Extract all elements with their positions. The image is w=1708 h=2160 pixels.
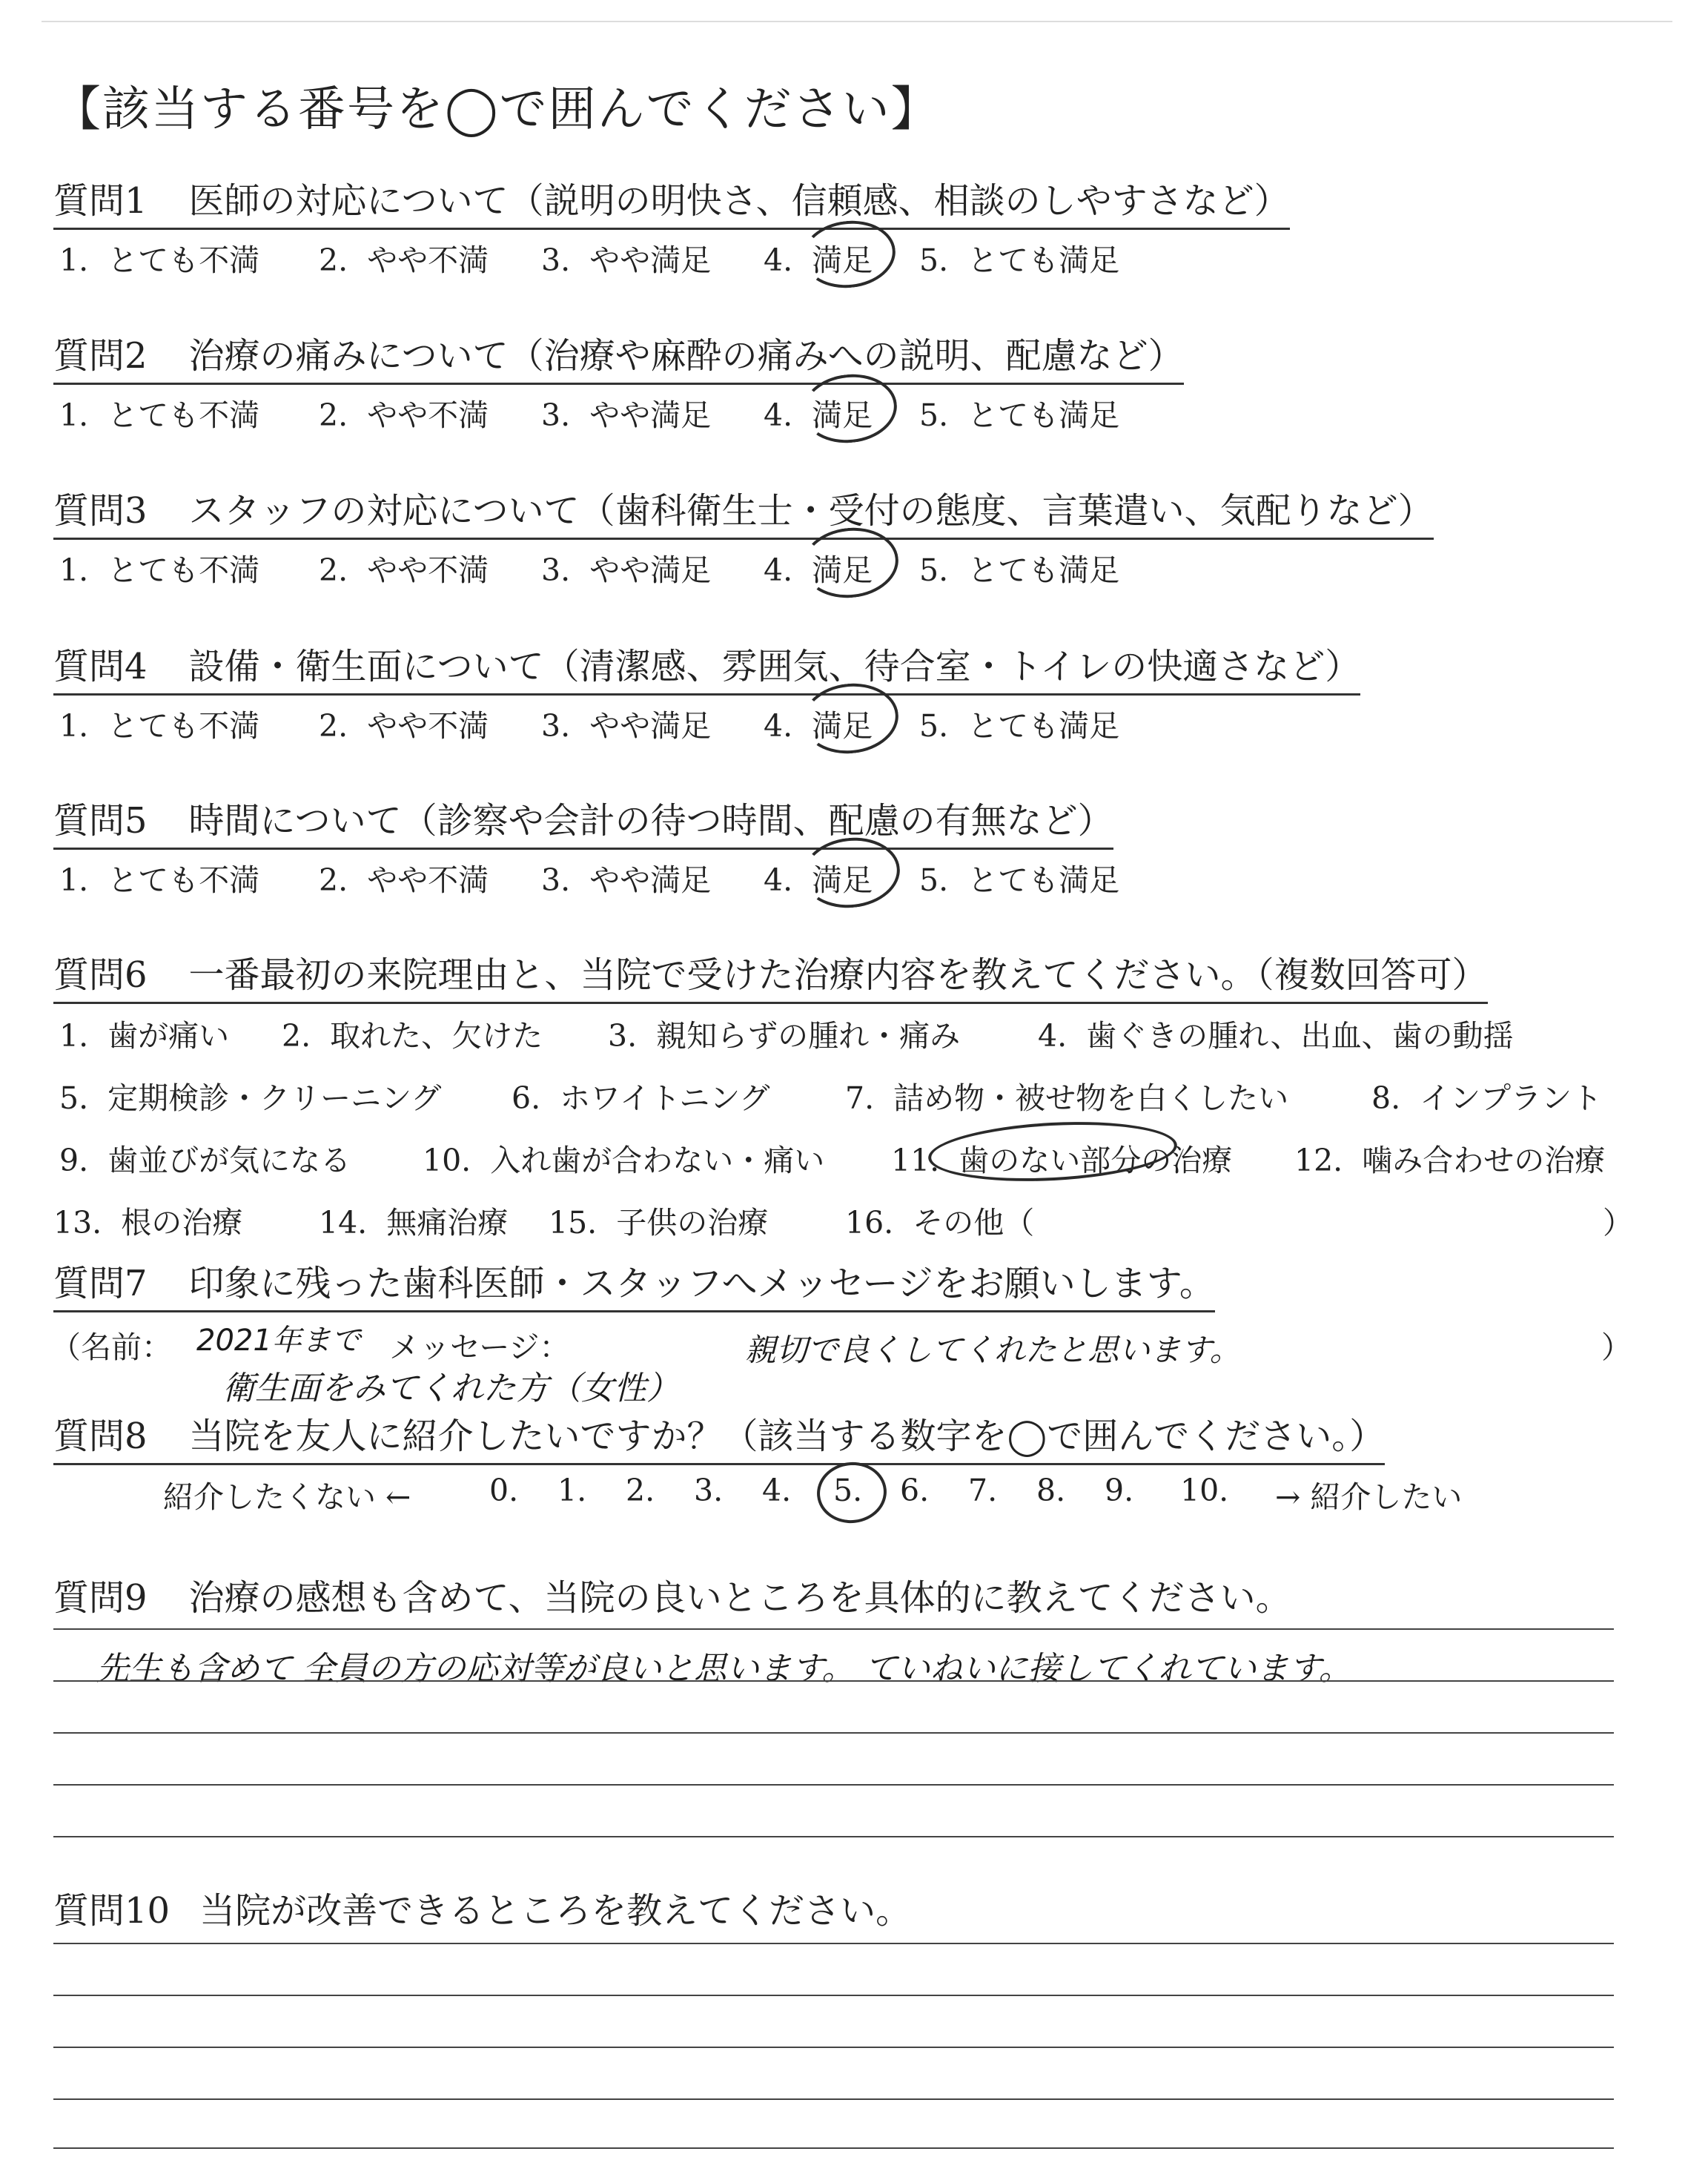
option-13[interactable]: 13. 根の治療 <box>53 1205 243 1241</box>
answer-line <box>53 2147 1614 2149</box>
answer-line <box>53 1995 1614 1996</box>
question-9-title <box>53 1569 1291 1620</box>
reason-options <box>53 1011 1647 1261</box>
option-5[interactable]: 5. 定期検診・クリーニング <box>59 1080 442 1116</box>
question-7 <box>53 1255 1647 1312</box>
question-text: 印象に残った歯科医師・スタッフへメッセージをお願いします。 <box>188 1263 1215 1304</box>
option-3[interactable]: 3. やや満足 <box>541 862 712 898</box>
option-2[interactable]: 2. 取れた、欠けた <box>282 1018 543 1054</box>
question-2-title <box>53 327 1184 385</box>
option-1[interactable]: 1. とても不満 <box>59 552 260 588</box>
option-2[interactable]: 2. やや不満 <box>319 862 489 898</box>
question-8 <box>53 1407 1647 1465</box>
question-number: 質問7 <box>53 1263 148 1304</box>
rating-options <box>53 701 1647 753</box>
scale-0[interactable]: 0. <box>489 1473 519 1508</box>
question-4-title <box>53 638 1360 696</box>
option-9[interactable]: 9. 歯並びが気になる <box>59 1143 351 1178</box>
question-6 <box>53 946 1647 1261</box>
rating-options <box>53 546 1647 598</box>
question-text: 当院を友人に紹介したいですか？（該当する数字を◯で囲んでください。） <box>188 1416 1386 1457</box>
option-1[interactable]: 1. 歯が痛い <box>59 1018 230 1054</box>
question-2 <box>53 327 1647 443</box>
option-4[interactable]: 4. 歯ぐきの腫れ、出血、歯の動揺 <box>1038 1018 1514 1054</box>
question-number: 質問2 <box>53 335 148 377</box>
option-10[interactable]: 10. 入れ歯が合わない・痛い <box>423 1143 825 1178</box>
answer-line <box>53 1836 1614 1837</box>
question-number: 質問9 <box>53 1577 148 1619</box>
question-text: 治療の痛みについて（治療や麻酔の痛みへの説明、配慮など） <box>188 335 1184 377</box>
other-close-paren: ） <box>1603 1205 1633 1241</box>
option-2[interactable]: 2. やや不満 <box>319 397 489 433</box>
q7-close-paren: ） <box>1601 1330 1632 1365</box>
question-text: スタッフの対応について（歯科衛生士・受付の態度、言葉遣い、気配りなど） <box>188 490 1434 532</box>
option-5[interactable]: 5. とても満足 <box>919 708 1120 744</box>
scale-left-label: 紹介したくない ← <box>163 1479 411 1515</box>
rating-options <box>53 236 1647 288</box>
answer-line <box>53 2098 1614 2100</box>
question-1 <box>53 172 1647 288</box>
question-7-title <box>53 1255 1215 1312</box>
name-label: （名前： <box>50 1330 172 1365</box>
option-14[interactable]: 14. 無痛治療 <box>319 1205 509 1241</box>
option-5[interactable]: 5. とても満足 <box>919 397 1120 433</box>
question-1-title <box>53 172 1290 230</box>
scale-3[interactable]: 3. <box>694 1473 724 1508</box>
question-4 <box>53 638 1647 753</box>
scale-4[interactable]: 4. <box>762 1473 792 1508</box>
answer-line <box>53 1732 1614 1734</box>
option-4[interactable]: 4. 満足 <box>764 862 873 898</box>
option-7[interactable]: 7. 詰め物・被せ物を白くしたい <box>845 1080 1289 1116</box>
option-15[interactable]: 15. 子供の治療 <box>549 1205 769 1241</box>
scale-6[interactable]: 6. <box>900 1473 930 1508</box>
message-label: メッセージ： <box>389 1330 570 1365</box>
scale-10[interactable]: 10. <box>1180 1473 1229 1508</box>
answer-line <box>53 1784 1614 1786</box>
scale-right-label: → 紹介したい <box>1275 1479 1463 1515</box>
scale-5[interactable]: 5. <box>833 1473 863 1508</box>
option-4[interactable]: 4. 満足 <box>764 397 873 433</box>
option-5[interactable]: 5. とても満足 <box>919 862 1120 898</box>
option-3[interactable]: 3. やや満足 <box>541 552 712 588</box>
question-text: 時間について（診察や会計の待つ時間、配慮の有無など） <box>188 800 1113 842</box>
selection-circle <box>814 1459 890 1526</box>
handwritten-message: 親切で良くしてくれたと思います。 <box>745 1332 1241 1368</box>
option-6[interactable]: 6. ホワイトニング <box>512 1080 770 1116</box>
question-5 <box>53 792 1647 908</box>
option-16[interactable]: 16. その他（ <box>845 1205 1035 1241</box>
option-4[interactable]: 4. 満足 <box>764 552 873 588</box>
question-5-title <box>53 792 1113 850</box>
option-2[interactable]: 2. やや不満 <box>319 708 489 744</box>
option-row <box>53 1198 1647 1261</box>
scale-9[interactable]: 9. <box>1105 1473 1134 1508</box>
question-text: 設備・衛生面について（清潔感、雰囲気、待合室・トイレの快適さなど） <box>188 646 1361 687</box>
question-8-title <box>53 1407 1385 1465</box>
question-3-title <box>53 482 1434 540</box>
scale-8[interactable]: 8. <box>1036 1473 1066 1508</box>
question-number: 質問10 <box>53 1890 171 1932</box>
option-11[interactable]: 11. 歯のない部分の治療 <box>891 1143 1233 1178</box>
option-3[interactable]: 3. やや満足 <box>541 397 712 433</box>
question-text: 当院が改善できるところを教えてください。 <box>199 1890 912 1932</box>
question-text: 医師の対応について（説明の明快さ、信頼感、相談のしやすさなど） <box>188 180 1290 222</box>
answer-line <box>53 1680 1614 1682</box>
option-8[interactable]: 8. インプラント <box>1371 1080 1603 1116</box>
option-1[interactable]: 1. とても不満 <box>59 862 260 898</box>
scan-edge-line <box>42 21 1672 22</box>
option-1[interactable]: 1. とても不満 <box>59 397 260 433</box>
question-10-title <box>53 1882 911 1933</box>
question-number: 質問1 <box>53 180 148 222</box>
scale-7[interactable]: 7. <box>968 1473 998 1508</box>
question-text: 治療の感想も含めて、当院の良いところを具体的に教えてください。 <box>188 1577 1291 1619</box>
option-row <box>53 1074 1647 1136</box>
question-number: 質問5 <box>53 800 148 842</box>
question-number: 質問3 <box>53 490 148 532</box>
rating-options <box>53 391 1647 443</box>
option-12[interactable]: 12. 噛み合わせの治療 <box>1294 1143 1606 1178</box>
scale-2[interactable]: 2. <box>626 1473 655 1508</box>
option-5[interactable]: 5. とても満足 <box>919 242 1120 278</box>
handwritten-name-line-2: 衛生面をみてくれた方（女性） <box>222 1370 679 1407</box>
handwritten-name-line-1: 2021年まで <box>196 1324 361 1358</box>
question-number: 質問4 <box>53 646 148 687</box>
answer-line <box>53 2047 1614 2048</box>
page-heading: 【該当する番号を◯で囲んでください】 <box>53 82 940 137</box>
answer-line <box>53 1943 1614 1944</box>
option-3[interactable]: 3. やや満足 <box>541 708 712 744</box>
option-3[interactable]: 3. 親知らずの腫れ・痛み <box>608 1018 961 1054</box>
rating-options <box>53 856 1647 908</box>
option-1[interactable]: 1. とても不満 <box>59 708 260 744</box>
option-4[interactable]: 4. 満足 <box>764 708 873 744</box>
option-1[interactable]: 1. とても不満 <box>59 242 260 278</box>
question-3 <box>53 482 1647 598</box>
question-number: 質問6 <box>53 954 148 996</box>
q7-fields <box>50 1323 172 1367</box>
handwritten-answer: 先生も含めて 全員の方の応対等が良いと思います。 ていねいに接してくれています。 <box>96 1650 1351 1688</box>
option-4[interactable]: 4. 満足 <box>764 242 873 278</box>
option-row <box>53 1011 1647 1074</box>
question-6-title <box>53 946 1488 1004</box>
answer-line <box>53 1628 1614 1630</box>
question-number: 質問8 <box>53 1416 148 1457</box>
option-3[interactable]: 3. やや満足 <box>541 242 712 278</box>
scale-1[interactable]: 1. <box>557 1473 587 1508</box>
option-2[interactable]: 2. やや不満 <box>319 552 489 588</box>
question-text: 一番最初の来院理由と、当院で受けた治療内容を教えてください。（複数回答可） <box>188 954 1488 996</box>
option-row <box>53 1136 1647 1198</box>
option-5[interactable]: 5. とても満足 <box>919 552 1120 588</box>
option-2[interactable]: 2. やや不満 <box>319 242 489 278</box>
